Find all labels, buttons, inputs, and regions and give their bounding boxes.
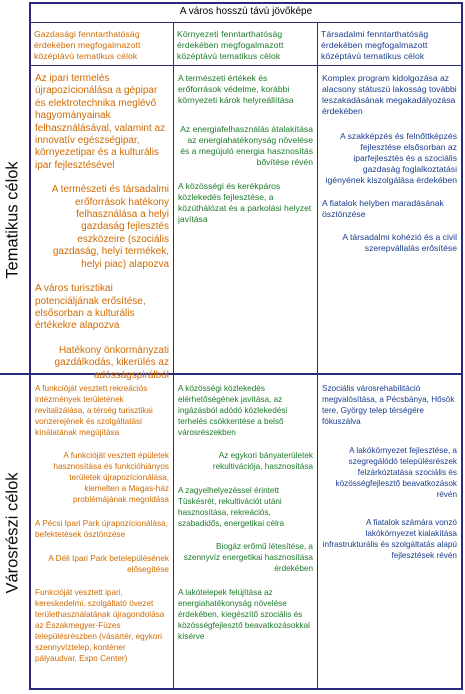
goal-item: Szociális városrehabilitáció megvalósítása, a Pécsbánya, Hősök tere, György telep térségére fókuszálva (322, 384, 455, 426)
goal-item: A természeti értékek és erőforrások védelme, korábbi környezeti károk helyreállítása (178, 73, 294, 105)
goal-item: A közösségi közlekedés elérhetőségének javítása, az ingázásból adódó közlekedési terhelés csökkentése a belső városrészekben (178, 384, 288, 437)
goal-item: A közösségi és kerékpáros közlekedés fejlesztése, a közúthálózat és a parkolási helyzet javítása (178, 181, 312, 224)
goal-item: Az egykori bányaterületek rekultivációja, hasznosítása (212, 451, 313, 471)
goal-item: A társadalmi kohézió és a civil szerepvállalás erősítése (342, 232, 457, 253)
page-title: A város hosszú távú jövőképe (179, 6, 313, 17)
goal-item: A Déli Ipari Park betelepülésének elősegítése (48, 554, 169, 574)
goal-item: Biogáz erőmű létesítése, a szennyvíz energetikai hasznosítása érdekében (183, 542, 313, 573)
goal-item: A lakótelepek felújítása az energiahatékonyság növelése érdekében, kiegészítő szociális és közösségfejlesztő beavatkozásokkal kísérve (178, 588, 310, 641)
goal-item: A lakókörnyezet fejlesztése, a szegregálódó településrészek felzárkóztatása szociális és közösségfejlesztő beavatkozások révén (335, 446, 457, 499)
goal-item: A szakképzés és felnőttképzés fejlesztése elsősorban az iparfejlesztés és a szociális gazdaság foglalkoztatási igényének kiszolgálása érdekében (325, 131, 457, 185)
cell-district-social (318, 383, 461, 561)
row-label-district (0, 375, 26, 690)
cell-district-economic (31, 383, 173, 664)
goal-item: A fiatalok helyben maradásának ösztönzése (322, 198, 444, 219)
goal-item: Az energiafelhasználás átalakítása az energiahatékonyság növelése és a megújuló energia hasznosítás bővítése révén (180, 124, 313, 167)
cell-thematic-social (318, 73, 461, 254)
divider-header (31, 65, 461, 66)
cell-thematic-environmental (174, 73, 317, 225)
column-header-social: Társadalmi fenntarthatóság érdekében megfogalmazott középtávú tematikus célok (321, 29, 429, 61)
goal-item: Komplex program kidolgozása az alacsony státuszú lakosság további leszakadásának megakadályozása érdekében (322, 73, 457, 116)
goal-item: A funkcióját vesztett rekreációs intézmények területének revitalizálása, a térség turisztikai vonzerejének és szolgáltatási kínálatának megújítása (35, 384, 153, 437)
row-label-district-text: Városrészi célok (3, 471, 22, 594)
goal-item: A város turisztikai potenciáljának erősítése, elsősorban a kulturális értékekre alapozva (35, 283, 146, 332)
goal-item: Hatékony önkormányzati gazdálkodás, kikerülés az adósságspirálból (54, 344, 169, 381)
row-label-thematic (0, 66, 26, 373)
column-header-environmental: Környezeti fenntarthatóság érdekében megfogalmazott középtávú tematikus célok (177, 29, 284, 61)
goal-item: A funkcióját vesztett épületek hasznosítása és funkcióhiányos területek újrapozícionálása, kiemelten a Magas-ház problémájának megoldása (53, 451, 169, 504)
divider-title (31, 22, 461, 23)
cell-district-environmental (174, 383, 317, 642)
row-label-thematic-text: Tematikus célok (3, 160, 22, 279)
goal-item: A természeti és társadalmi erőforrások hatékony felhasználása a helyi gazdaság fejlesztés eszközeire (szociális gazdaság, helyi termékek, helyi piac) alapozva (51, 184, 169, 270)
column-header-economic: Gazdasági fenntarthatóság érdekében megfogalmazott középtávú tematikus célok (34, 29, 141, 61)
goal-item: Funkcióját vesztett ipari, kereskedelmi, szolgáltató övezet területhasználatának újragondolása az Északmegyer-Füzes településrészben (vásártér, egykori szennyvíztelep, konténer pályaudvar, Expo Center) (35, 588, 165, 663)
goal-item: Az ipari termelés újrapozícionálása a gépipar és elektrotechnika meglévő hagyományainak felhasználásával, valamint az innovatív egészségipar, környezetipar és a kulturális ipar fejlesztésével (35, 73, 166, 171)
goal-item: A fiatalok számára vonzó lakókörnyezet kialakítása infrastrukturális és szolgáltatás alapú fejlesztések révén (322, 518, 457, 560)
goal-item: A Pécsi Ipari Park újrapozícionálása, befektetések ösztönzése (35, 519, 168, 539)
goal-item: A zagyelhelyezéssel érintett Tüskésrét, rekultivációt utáni hasznosítása, rekreációs, szabadidős, energetikai célra (178, 486, 285, 528)
cell-thematic-economic (31, 73, 173, 382)
